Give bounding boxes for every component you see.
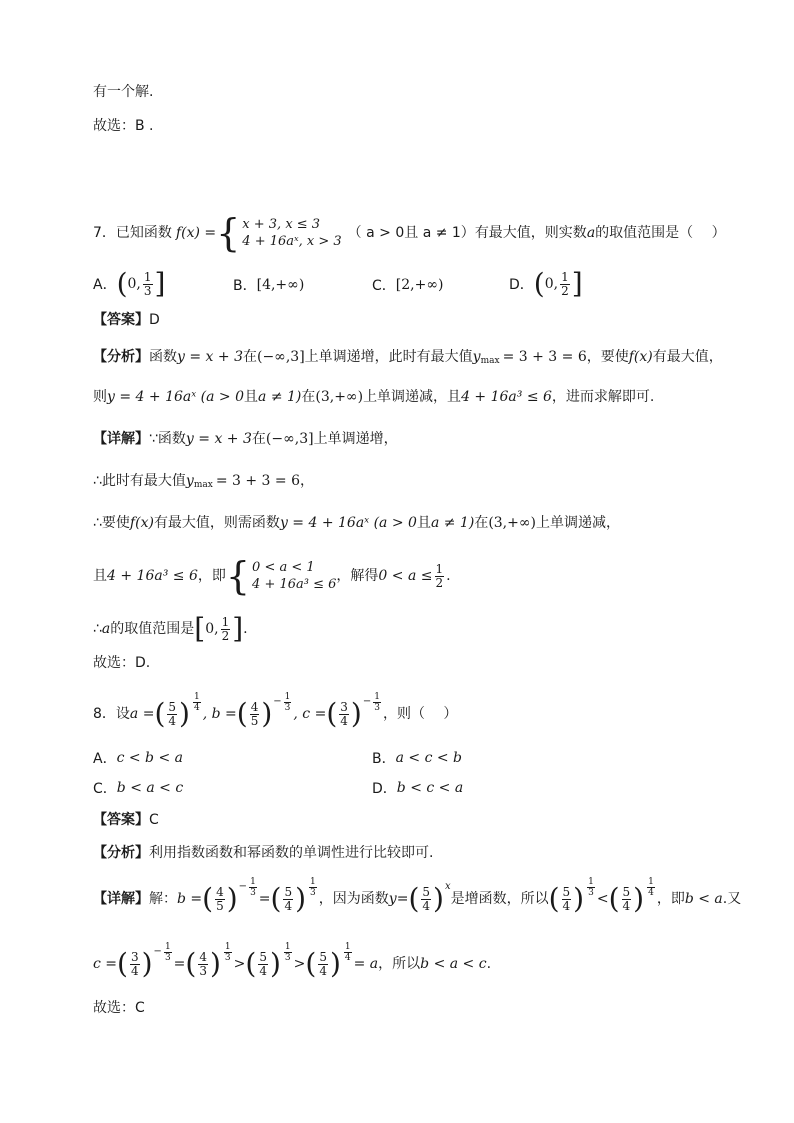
text: ，即 bbox=[197, 568, 226, 584]
frac-den: 3 bbox=[588, 887, 594, 898]
exponent bbox=[307, 877, 319, 898]
frac-den: 3 bbox=[284, 952, 291, 963]
fraction bbox=[562, 886, 572, 913]
answer-value: C bbox=[149, 812, 159, 828]
frac-num: 3 bbox=[340, 699, 348, 714]
option-label: C． bbox=[372, 278, 396, 294]
math: y = 4 + 16aˣ (a > 0 bbox=[279, 515, 417, 531]
text: 在 bbox=[242, 349, 257, 365]
detail-tag: 【详解】 bbox=[93, 431, 149, 447]
text: 且 bbox=[93, 568, 107, 584]
fraction bbox=[283, 886, 293, 913]
frac-den: 4 bbox=[193, 702, 200, 713]
paren-close: ) bbox=[269, 947, 281, 980]
frac-num: 5 bbox=[319, 949, 327, 964]
paren-close: ) bbox=[573, 882, 585, 915]
exponent bbox=[645, 877, 657, 898]
math: y = x + 3 bbox=[185, 431, 252, 447]
paren-open: ( bbox=[548, 882, 560, 915]
option-label: A． bbox=[93, 751, 117, 767]
q7-brace: { bbox=[216, 211, 241, 255]
option-label: B． bbox=[233, 278, 257, 294]
text: 利用指数函数和幂函数的单调性进行比较即可. bbox=[149, 845, 434, 861]
fraction bbox=[373, 692, 381, 713]
frac-den: 4 bbox=[168, 713, 177, 728]
frac-den: 3 bbox=[310, 887, 316, 898]
option-label: B． bbox=[372, 751, 396, 767]
math: 0 < a ≤ bbox=[378, 568, 433, 584]
fraction bbox=[130, 951, 140, 978]
q7-tail: 有最大值，则实数 bbox=[474, 225, 587, 241]
cases bbox=[252, 559, 336, 593]
paren-open: ( bbox=[154, 697, 166, 730]
brace: { bbox=[225, 554, 251, 598]
frac-den: 4 bbox=[622, 898, 631, 913]
text: 的取值范围是 bbox=[110, 621, 195, 637]
fraction bbox=[421, 886, 431, 913]
option-label: C． bbox=[93, 781, 117, 797]
frac-den: 4 bbox=[284, 898, 293, 913]
text: 有最大值， bbox=[652, 349, 723, 365]
math: 4 + 16a³ ≤ 6 bbox=[107, 568, 198, 584]
frac-den: 3 bbox=[374, 702, 380, 713]
frac-den: 4 bbox=[340, 713, 348, 728]
text: 且 bbox=[416, 515, 431, 531]
minus-sign: − bbox=[153, 946, 162, 957]
minus-sign: − bbox=[362, 696, 372, 707]
paren-close: ] bbox=[232, 612, 244, 645]
q8-analysis bbox=[93, 843, 433, 863]
option-text: b < c < a bbox=[396, 780, 464, 796]
q8-stem bbox=[93, 691, 458, 732]
paren-open: ( bbox=[408, 882, 420, 915]
frac-den: 5 bbox=[216, 898, 224, 913]
answer-value: D bbox=[149, 312, 160, 328]
fraction bbox=[250, 701, 260, 728]
frac-num: 1 bbox=[284, 691, 291, 702]
q7-condition: （ a > 0且 a ≠ 1） bbox=[347, 225, 475, 241]
exponent bbox=[222, 942, 234, 963]
paren-open: [ bbox=[194, 612, 206, 645]
q7-stem bbox=[93, 211, 726, 255]
frac-num: 1 bbox=[164, 941, 171, 952]
frac-den: 4 bbox=[648, 887, 654, 898]
math: , b = bbox=[202, 706, 237, 722]
frac-num: 5 bbox=[622, 884, 631, 899]
math: c = bbox=[93, 956, 118, 972]
fraction bbox=[215, 886, 225, 913]
fraction bbox=[587, 877, 595, 898]
frac-den: 3 bbox=[250, 887, 256, 898]
text: ，所以 bbox=[378, 956, 421, 972]
text: 上单调递增， bbox=[313, 431, 398, 447]
math-gt: > bbox=[293, 956, 306, 972]
math-y: y bbox=[185, 473, 194, 489]
paren-open: ( bbox=[202, 882, 214, 915]
math: a bbox=[101, 621, 111, 637]
math-eq: = bbox=[173, 956, 186, 972]
q8-number: 8．设 bbox=[93, 706, 130, 722]
exponent bbox=[239, 877, 259, 898]
exponent bbox=[342, 942, 354, 963]
detail-tag: 【详解】 bbox=[93, 891, 149, 907]
paren-close: ) bbox=[261, 697, 273, 730]
exponent bbox=[191, 692, 203, 713]
text: ，则（ ） bbox=[382, 706, 458, 722]
paren-open: ( bbox=[305, 947, 317, 980]
text: 有最大值，则需函数 bbox=[153, 515, 280, 531]
frac-den: 4 bbox=[422, 898, 431, 913]
fraction bbox=[258, 951, 268, 978]
q7-fx: f(x) = bbox=[175, 225, 217, 241]
frac-num: 1 bbox=[344, 941, 351, 952]
q7-cases bbox=[242, 216, 341, 250]
intro-line-2: 故选：B . bbox=[93, 118, 154, 134]
fraction bbox=[647, 877, 655, 898]
paren-close: ) bbox=[329, 947, 341, 980]
frac-den: 3 bbox=[143, 283, 152, 298]
text: 则 bbox=[93, 389, 107, 405]
q8-detail-line-2 bbox=[93, 941, 492, 983]
q8-option-b bbox=[372, 748, 462, 768]
text: 在 bbox=[474, 515, 489, 531]
fraction bbox=[344, 942, 352, 963]
text: ，进而求解即可. bbox=[551, 389, 655, 405]
frac-den: 4 bbox=[259, 963, 267, 978]
paren-close: ] bbox=[154, 267, 166, 300]
frac-den: 2 bbox=[435, 575, 444, 590]
math-eq: = bbox=[396, 891, 409, 907]
fraction bbox=[221, 616, 231, 643]
q8-option-d bbox=[372, 778, 463, 798]
frac-num: 4 bbox=[250, 699, 259, 714]
math-y: y bbox=[388, 891, 397, 907]
q7-conclusion: 故选：D. bbox=[93, 655, 151, 671]
q7-option-d bbox=[509, 267, 583, 300]
q7-answer bbox=[93, 310, 160, 330]
math-zero: 0, bbox=[205, 621, 219, 637]
fraction bbox=[318, 951, 328, 978]
math: a = bbox=[129, 706, 155, 722]
paren-open: ( bbox=[117, 947, 128, 980]
fraction bbox=[622, 886, 632, 913]
paren-open: ( bbox=[245, 947, 257, 980]
frac-den: 3 bbox=[224, 952, 231, 963]
math-zero: 0, bbox=[544, 276, 559, 292]
text: 上单调递减， bbox=[536, 515, 620, 531]
paren-open: ( bbox=[116, 267, 128, 300]
fraction bbox=[284, 942, 292, 963]
analysis-tag: 【分析】 bbox=[93, 349, 149, 365]
case: 4 + 16a³ ≤ 6 bbox=[252, 577, 337, 592]
fraction bbox=[193, 692, 201, 713]
frac-num: 5 bbox=[422, 884, 431, 899]
frac-num: 5 bbox=[168, 699, 177, 714]
fraction bbox=[224, 942, 232, 963]
math-sub-max: max bbox=[193, 480, 213, 490]
fraction bbox=[435, 563, 445, 590]
paren-close: ) bbox=[209, 947, 221, 980]
q7-tail-2: 的取值范围是（ ） bbox=[595, 225, 726, 241]
fraction bbox=[249, 877, 257, 898]
frac-den: 5 bbox=[250, 713, 259, 728]
frac-num: 1 bbox=[648, 876, 654, 887]
q7-analysis-line-1 bbox=[93, 347, 723, 367]
case: 0 < a < 1 bbox=[252, 560, 315, 575]
text: 是增函数，所以 bbox=[450, 891, 549, 907]
frac-num: 5 bbox=[259, 949, 267, 964]
paren-open: ( bbox=[533, 267, 545, 300]
period: . bbox=[243, 621, 248, 637]
exponent bbox=[154, 942, 174, 963]
frac-num: 4 bbox=[216, 884, 224, 899]
period: . bbox=[446, 568, 451, 584]
q7-detail-line-4 bbox=[93, 554, 451, 598]
exponent-x: x bbox=[444, 881, 451, 892]
q7-detail-line-3 bbox=[93, 513, 620, 533]
text: ∴ bbox=[93, 621, 102, 637]
frac-num: 1 bbox=[588, 876, 594, 887]
frac-den: 3 bbox=[199, 963, 207, 978]
frac-num: 1 bbox=[310, 876, 316, 887]
math: y = x + 3 bbox=[177, 349, 243, 365]
math: (3,+∞) bbox=[488, 515, 536, 531]
text: ∴此时有最大值 bbox=[93, 473, 186, 489]
q7-detail-line-1 bbox=[93, 429, 398, 449]
exponent bbox=[273, 692, 293, 713]
text: ，解得 bbox=[336, 568, 379, 584]
answer-tag: 【答案】 bbox=[93, 312, 149, 328]
math: (−∞,3] bbox=[265, 431, 314, 447]
text: . bbox=[486, 956, 492, 972]
text: ∵函数 bbox=[149, 431, 186, 447]
q7-detail-line-2 bbox=[93, 471, 314, 491]
fraction bbox=[284, 692, 292, 713]
option-text: [2,+∞) bbox=[395, 277, 444, 293]
fraction bbox=[339, 701, 349, 728]
frac-num: 1 bbox=[224, 941, 231, 952]
math-y: y bbox=[472, 349, 481, 365]
exponent bbox=[363, 692, 383, 713]
frac-num: 4 bbox=[199, 949, 207, 964]
exponent bbox=[585, 877, 597, 898]
q8-option-a bbox=[93, 748, 183, 768]
q8-detail-line-1 bbox=[93, 876, 742, 918]
option-label: A． bbox=[93, 277, 117, 293]
fraction bbox=[143, 271, 153, 298]
text: .又 bbox=[722, 891, 742, 907]
q7-option-c bbox=[372, 275, 443, 295]
frac-den: 3 bbox=[164, 952, 171, 963]
frac-num: 1 bbox=[143, 269, 152, 284]
fraction bbox=[198, 951, 208, 978]
frac-num: 1 bbox=[193, 691, 200, 702]
math: (3,+∞) bbox=[315, 389, 364, 405]
math: b = bbox=[177, 891, 203, 907]
text: ， bbox=[300, 473, 314, 489]
paren-close: ] bbox=[571, 267, 583, 300]
paren-close: ) bbox=[295, 882, 307, 915]
frac-den: 3 bbox=[284, 702, 291, 713]
text: 在 bbox=[301, 389, 316, 405]
minus-sign: − bbox=[273, 696, 282, 707]
q7-var: a bbox=[586, 225, 596, 241]
fraction bbox=[560, 271, 570, 298]
text: 且 bbox=[244, 389, 259, 405]
frac-den: 4 bbox=[562, 898, 571, 913]
option-text: c < b < a bbox=[116, 750, 183, 766]
text: 函数 bbox=[149, 349, 177, 365]
text: 在 bbox=[251, 431, 266, 447]
option-label: D． bbox=[509, 277, 534, 293]
option-text: b < a < c bbox=[116, 780, 184, 796]
q7-number: 7．已知函数 bbox=[93, 225, 172, 241]
text: 上单调递增，此时有最大值 bbox=[304, 349, 473, 365]
math: = 3 + 3 = 6 bbox=[502, 349, 587, 365]
math-lt: < bbox=[596, 891, 609, 907]
frac-den: 4 bbox=[130, 963, 139, 978]
exponent bbox=[282, 942, 294, 963]
fraction bbox=[164, 942, 172, 963]
frac-num: 3 bbox=[130, 949, 139, 964]
paren-close: ) bbox=[179, 697, 190, 730]
frac-den: 4 bbox=[319, 963, 327, 978]
text: 解： bbox=[149, 891, 177, 907]
paren-close: ) bbox=[633, 882, 645, 915]
minus-sign: − bbox=[238, 881, 248, 892]
fraction bbox=[167, 701, 177, 728]
paren-close: ) bbox=[350, 697, 362, 730]
math: y = 4 + 16aˣ (a > 0 bbox=[107, 389, 245, 405]
q7-analysis-line-2 bbox=[93, 387, 654, 407]
text: 上单调递减，且 bbox=[363, 389, 462, 405]
q7-option-a bbox=[93, 267, 166, 300]
math: f(x) bbox=[129, 515, 154, 531]
option-text: [4,+∞) bbox=[256, 277, 305, 293]
math: a ≠ 1) bbox=[430, 515, 475, 531]
q7-case-1: x + 3, x ≤ 3 bbox=[242, 217, 321, 232]
option-text: a < c < b bbox=[395, 750, 463, 766]
answer-tag: 【答案】 bbox=[93, 812, 149, 828]
math: = 3 + 3 = 6 bbox=[215, 473, 300, 489]
math: a ≠ 1) bbox=[258, 389, 302, 405]
q7-detail-line-5 bbox=[93, 612, 248, 646]
math: , c = bbox=[293, 706, 327, 722]
paren-open: ( bbox=[326, 697, 338, 730]
q8-conclusion: 故选：C bbox=[93, 1000, 145, 1016]
frac-num: 1 bbox=[221, 614, 230, 629]
math-sub-max: max bbox=[480, 356, 500, 366]
math: b < a bbox=[684, 891, 723, 907]
paren-open: ( bbox=[608, 882, 620, 915]
q7-option-b bbox=[233, 275, 304, 295]
frac-den: 2 bbox=[561, 283, 569, 298]
text: ，因为函数 bbox=[318, 891, 389, 907]
text: ，即 bbox=[656, 891, 685, 907]
math: (−∞,3] bbox=[256, 349, 305, 365]
paren-open: ( bbox=[236, 697, 248, 730]
math: = a bbox=[353, 956, 379, 972]
fraction bbox=[309, 877, 317, 898]
frac-num: 1 bbox=[284, 941, 291, 952]
math: b < a < c bbox=[420, 956, 487, 972]
text: ，要使 bbox=[586, 349, 629, 365]
frac-num: 5 bbox=[284, 884, 293, 899]
frac-num: 1 bbox=[435, 561, 444, 576]
q8-answer bbox=[93, 810, 159, 830]
math: 4 + 16a³ ≤ 6 bbox=[461, 389, 552, 405]
analysis-tag: 【分析】 bbox=[93, 845, 149, 861]
intro-line-1: 有一个解. bbox=[93, 84, 154, 100]
frac-num: 5 bbox=[562, 884, 571, 899]
math-eq: = bbox=[258, 891, 271, 907]
text: ∴要使 bbox=[93, 515, 130, 531]
frac-num: 1 bbox=[561, 269, 569, 284]
paren-open: ( bbox=[270, 882, 282, 915]
frac-num: 1 bbox=[250, 876, 256, 887]
option-label: D． bbox=[372, 781, 397, 797]
paren-close: ) bbox=[433, 882, 444, 915]
paren-close: ) bbox=[141, 947, 153, 980]
math-zero: 0, bbox=[127, 276, 141, 292]
frac-num: 1 bbox=[374, 691, 380, 702]
math-gt: > bbox=[233, 956, 246, 972]
math: f(x) bbox=[628, 349, 653, 365]
frac-den: 4 bbox=[344, 952, 351, 963]
frac-den: 2 bbox=[221, 628, 230, 643]
paren-open: ( bbox=[185, 947, 197, 980]
q8-option-c bbox=[93, 778, 183, 798]
q7-case-2: 4 + 16aˣ, x > 3 bbox=[242, 234, 342, 249]
paren-close: ) bbox=[226, 882, 238, 915]
